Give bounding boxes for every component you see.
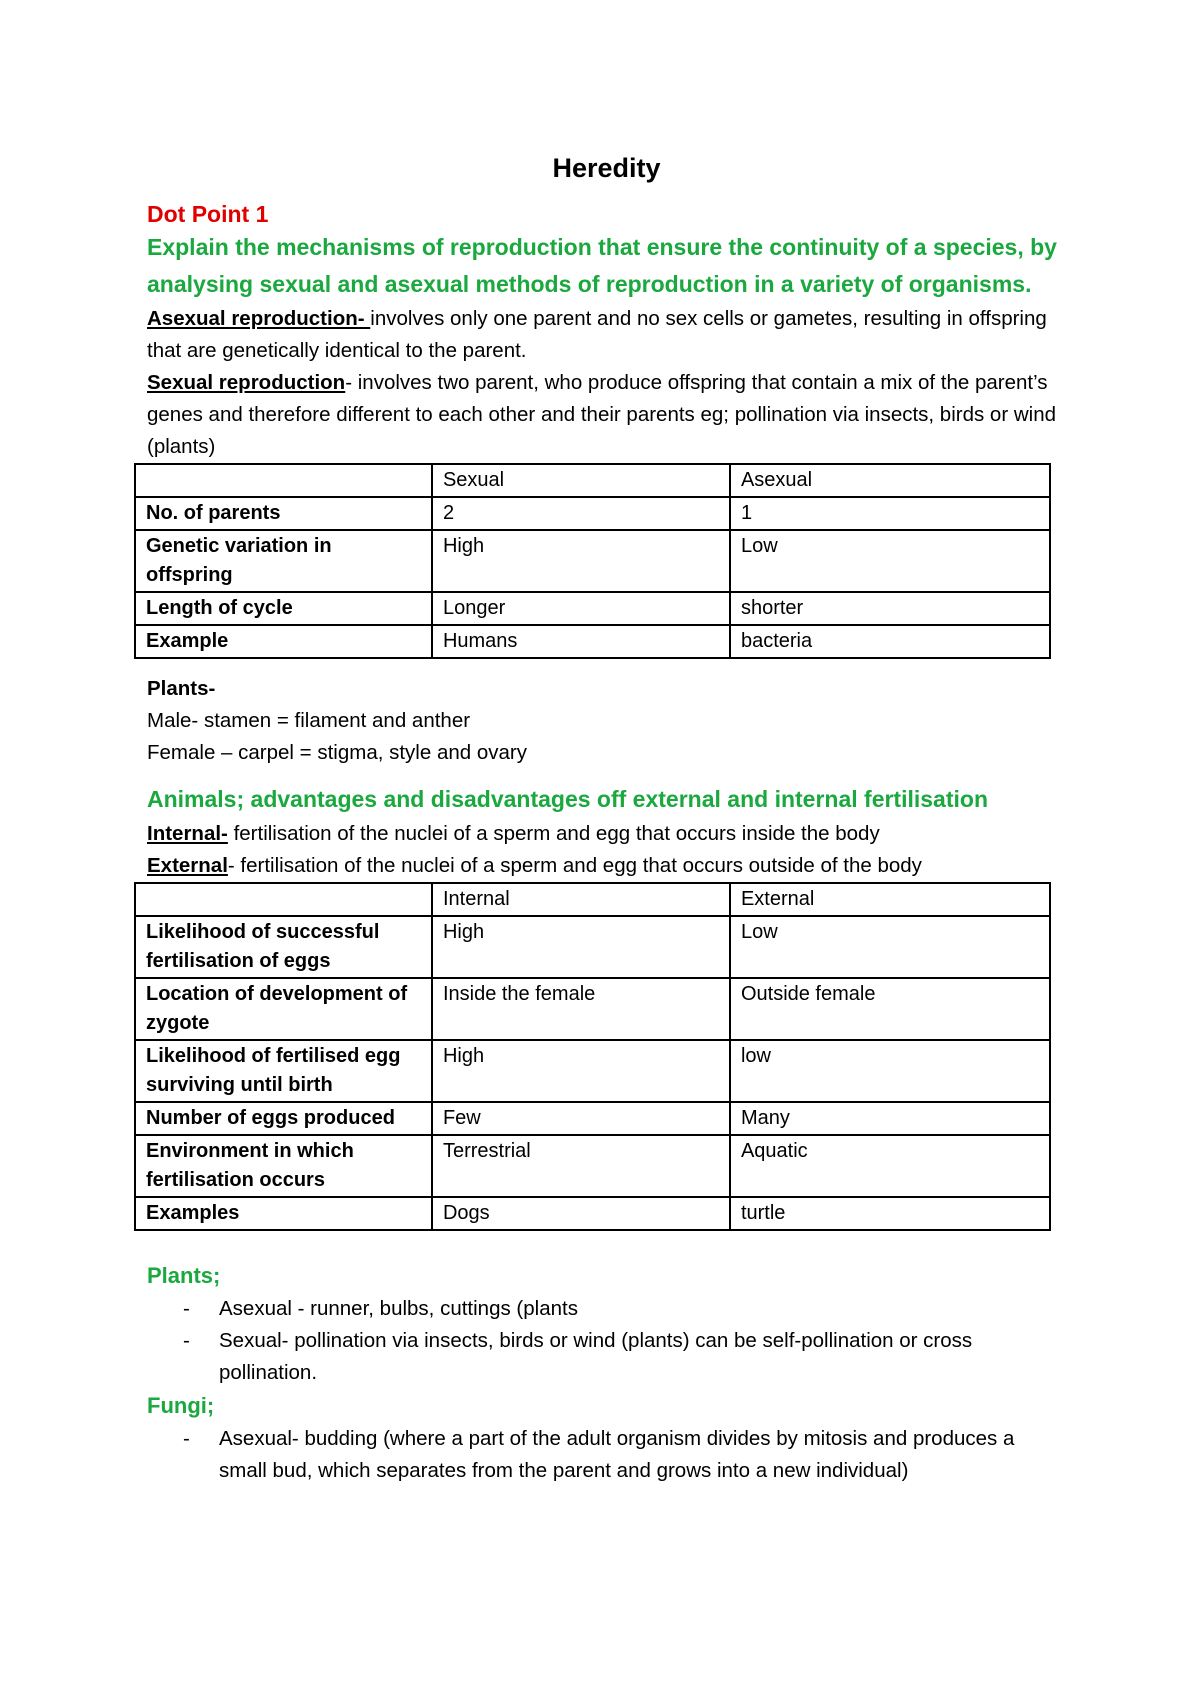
table-header-cell xyxy=(135,464,432,497)
table-header-cell: External xyxy=(730,883,1050,916)
asexual-text: involves only one parent and no sex cells or gametes, resulting in offspring that are genetically identical to the parent. xyxy=(147,307,1047,362)
table-cell: turtle xyxy=(730,1197,1050,1230)
plants-list xyxy=(147,1293,1066,1389)
plants-heading: Plants; xyxy=(147,1263,221,1288)
list-item xyxy=(183,1325,1066,1389)
internal-text: fertilisation of the nuclei of a sperm and egg that occurs inside the body xyxy=(227,822,880,845)
table-cell: High xyxy=(432,916,730,978)
table-cell: Few xyxy=(432,1102,730,1135)
table-row xyxy=(135,1040,1050,1102)
table-cell: High xyxy=(432,530,730,592)
table-row-header: Number of eggs produced xyxy=(135,1102,432,1135)
table-row xyxy=(135,916,1050,978)
external-definition xyxy=(147,850,1066,882)
table-row-header: Location of development of zygote xyxy=(135,978,432,1040)
sexual-text: - involves two parent, who produce offspring that contain a mix of the parent’s genes and therefore different to each other and their parents eg; pollination via insects, birds or wind (plants) xyxy=(147,371,1057,458)
external-text: - fertilisation of the nuclei of a sperm and egg that occurs outside of the body xyxy=(227,854,922,877)
dot-point-heading: Explain the mechanisms of reproduction that ensure the continuity of a species, by analysing sexual and asexual methods of reproduction in a variety of organisms. xyxy=(147,234,1057,297)
list-dash: - xyxy=(183,1427,190,1450)
table-cell: High xyxy=(432,1040,730,1102)
list-item-text: Sexual- pollination via insects, birds or wind (plants) can be self-pollination or cross pollination. xyxy=(219,1329,973,1384)
table-row xyxy=(135,1102,1050,1135)
table-row-header: Length of cycle xyxy=(135,592,432,625)
table-cell: Many xyxy=(730,1102,1050,1135)
page-title: Heredity xyxy=(552,153,661,183)
table-row-header: Genetic variation in offspring xyxy=(135,530,432,592)
table-cell: Low xyxy=(730,530,1050,592)
table-cell: Dogs xyxy=(432,1197,730,1230)
table-cell: Humans xyxy=(432,625,730,658)
table-header-cell: Internal xyxy=(432,883,730,916)
table-row-header: No. of parents xyxy=(135,497,432,530)
female-parts-line: Female – carpel = stigma, style and ovary xyxy=(147,741,527,764)
table-row-header: Likelihood of fertilised egg surviving until birth xyxy=(135,1040,432,1102)
male-parts-line: Male- stamen = filament and anther xyxy=(147,709,471,732)
table-cell: bacteria xyxy=(730,625,1050,658)
asexual-definition xyxy=(147,303,1066,367)
table-row-header: Environment in which fertilisation occurs xyxy=(135,1135,432,1197)
external-term: External xyxy=(147,854,228,877)
table-cell: Inside the female xyxy=(432,978,730,1040)
table-header-row xyxy=(135,464,1050,497)
table-cell: Terrestrial xyxy=(432,1135,730,1197)
list-item-text: Asexual- budding (where a part of the adult organism divides by mitosis and produces a small bud, which separates from the parent and grows into a new individual) xyxy=(219,1427,1015,1482)
plants-label: Plants- xyxy=(147,677,216,700)
animals-heading: Animals; advantages and disadvantages off external and internal fertilisation xyxy=(147,786,988,812)
table-header-row xyxy=(135,883,1050,916)
table-header-cell: Asexual xyxy=(730,464,1050,497)
table-row-header: Examples xyxy=(135,1197,432,1230)
table-row-header: Likelihood of successful fertilisation of eggs xyxy=(135,916,432,978)
table-row xyxy=(135,497,1050,530)
table-cell: low xyxy=(730,1040,1050,1102)
asexual-term: Asexual reproduction- xyxy=(147,307,371,330)
dot-point-label: Dot Point 1 xyxy=(147,201,269,227)
table-cell: shorter xyxy=(730,592,1050,625)
internal-term: Internal- xyxy=(147,822,228,845)
list-item xyxy=(183,1293,1066,1325)
table-row xyxy=(135,1197,1050,1230)
internal-definition xyxy=(147,818,1066,850)
table-row xyxy=(135,1135,1050,1197)
table-row xyxy=(135,530,1050,592)
table-cell: Outside female xyxy=(730,978,1050,1040)
fungi-list xyxy=(147,1423,1066,1487)
sexual-definition xyxy=(147,367,1066,463)
table-cell: Aquatic xyxy=(730,1135,1050,1197)
table-row xyxy=(135,978,1050,1040)
table-cell: Longer xyxy=(432,592,730,625)
list-item-text: Asexual - runner, bulbs, cuttings (plants xyxy=(219,1297,578,1320)
table-cell: 1 xyxy=(730,497,1050,530)
reproduction-comparison-table xyxy=(134,463,1051,659)
table-cell: 2 xyxy=(432,497,730,530)
fertilisation-comparison-table xyxy=(134,882,1051,1231)
table-row xyxy=(135,592,1050,625)
table-header-cell xyxy=(135,883,432,916)
table-header-cell: Sexual xyxy=(432,464,730,497)
sexual-term: Sexual reproduction xyxy=(147,371,346,394)
fungi-heading: Fungi; xyxy=(147,1393,215,1418)
plant-parts-block xyxy=(147,673,1066,769)
list-item xyxy=(183,1423,1066,1487)
table-row xyxy=(135,625,1050,658)
list-dash: - xyxy=(183,1297,190,1320)
table-row-header: Example xyxy=(135,625,432,658)
table-cell: Low xyxy=(730,916,1050,978)
list-dash: - xyxy=(183,1329,190,1352)
